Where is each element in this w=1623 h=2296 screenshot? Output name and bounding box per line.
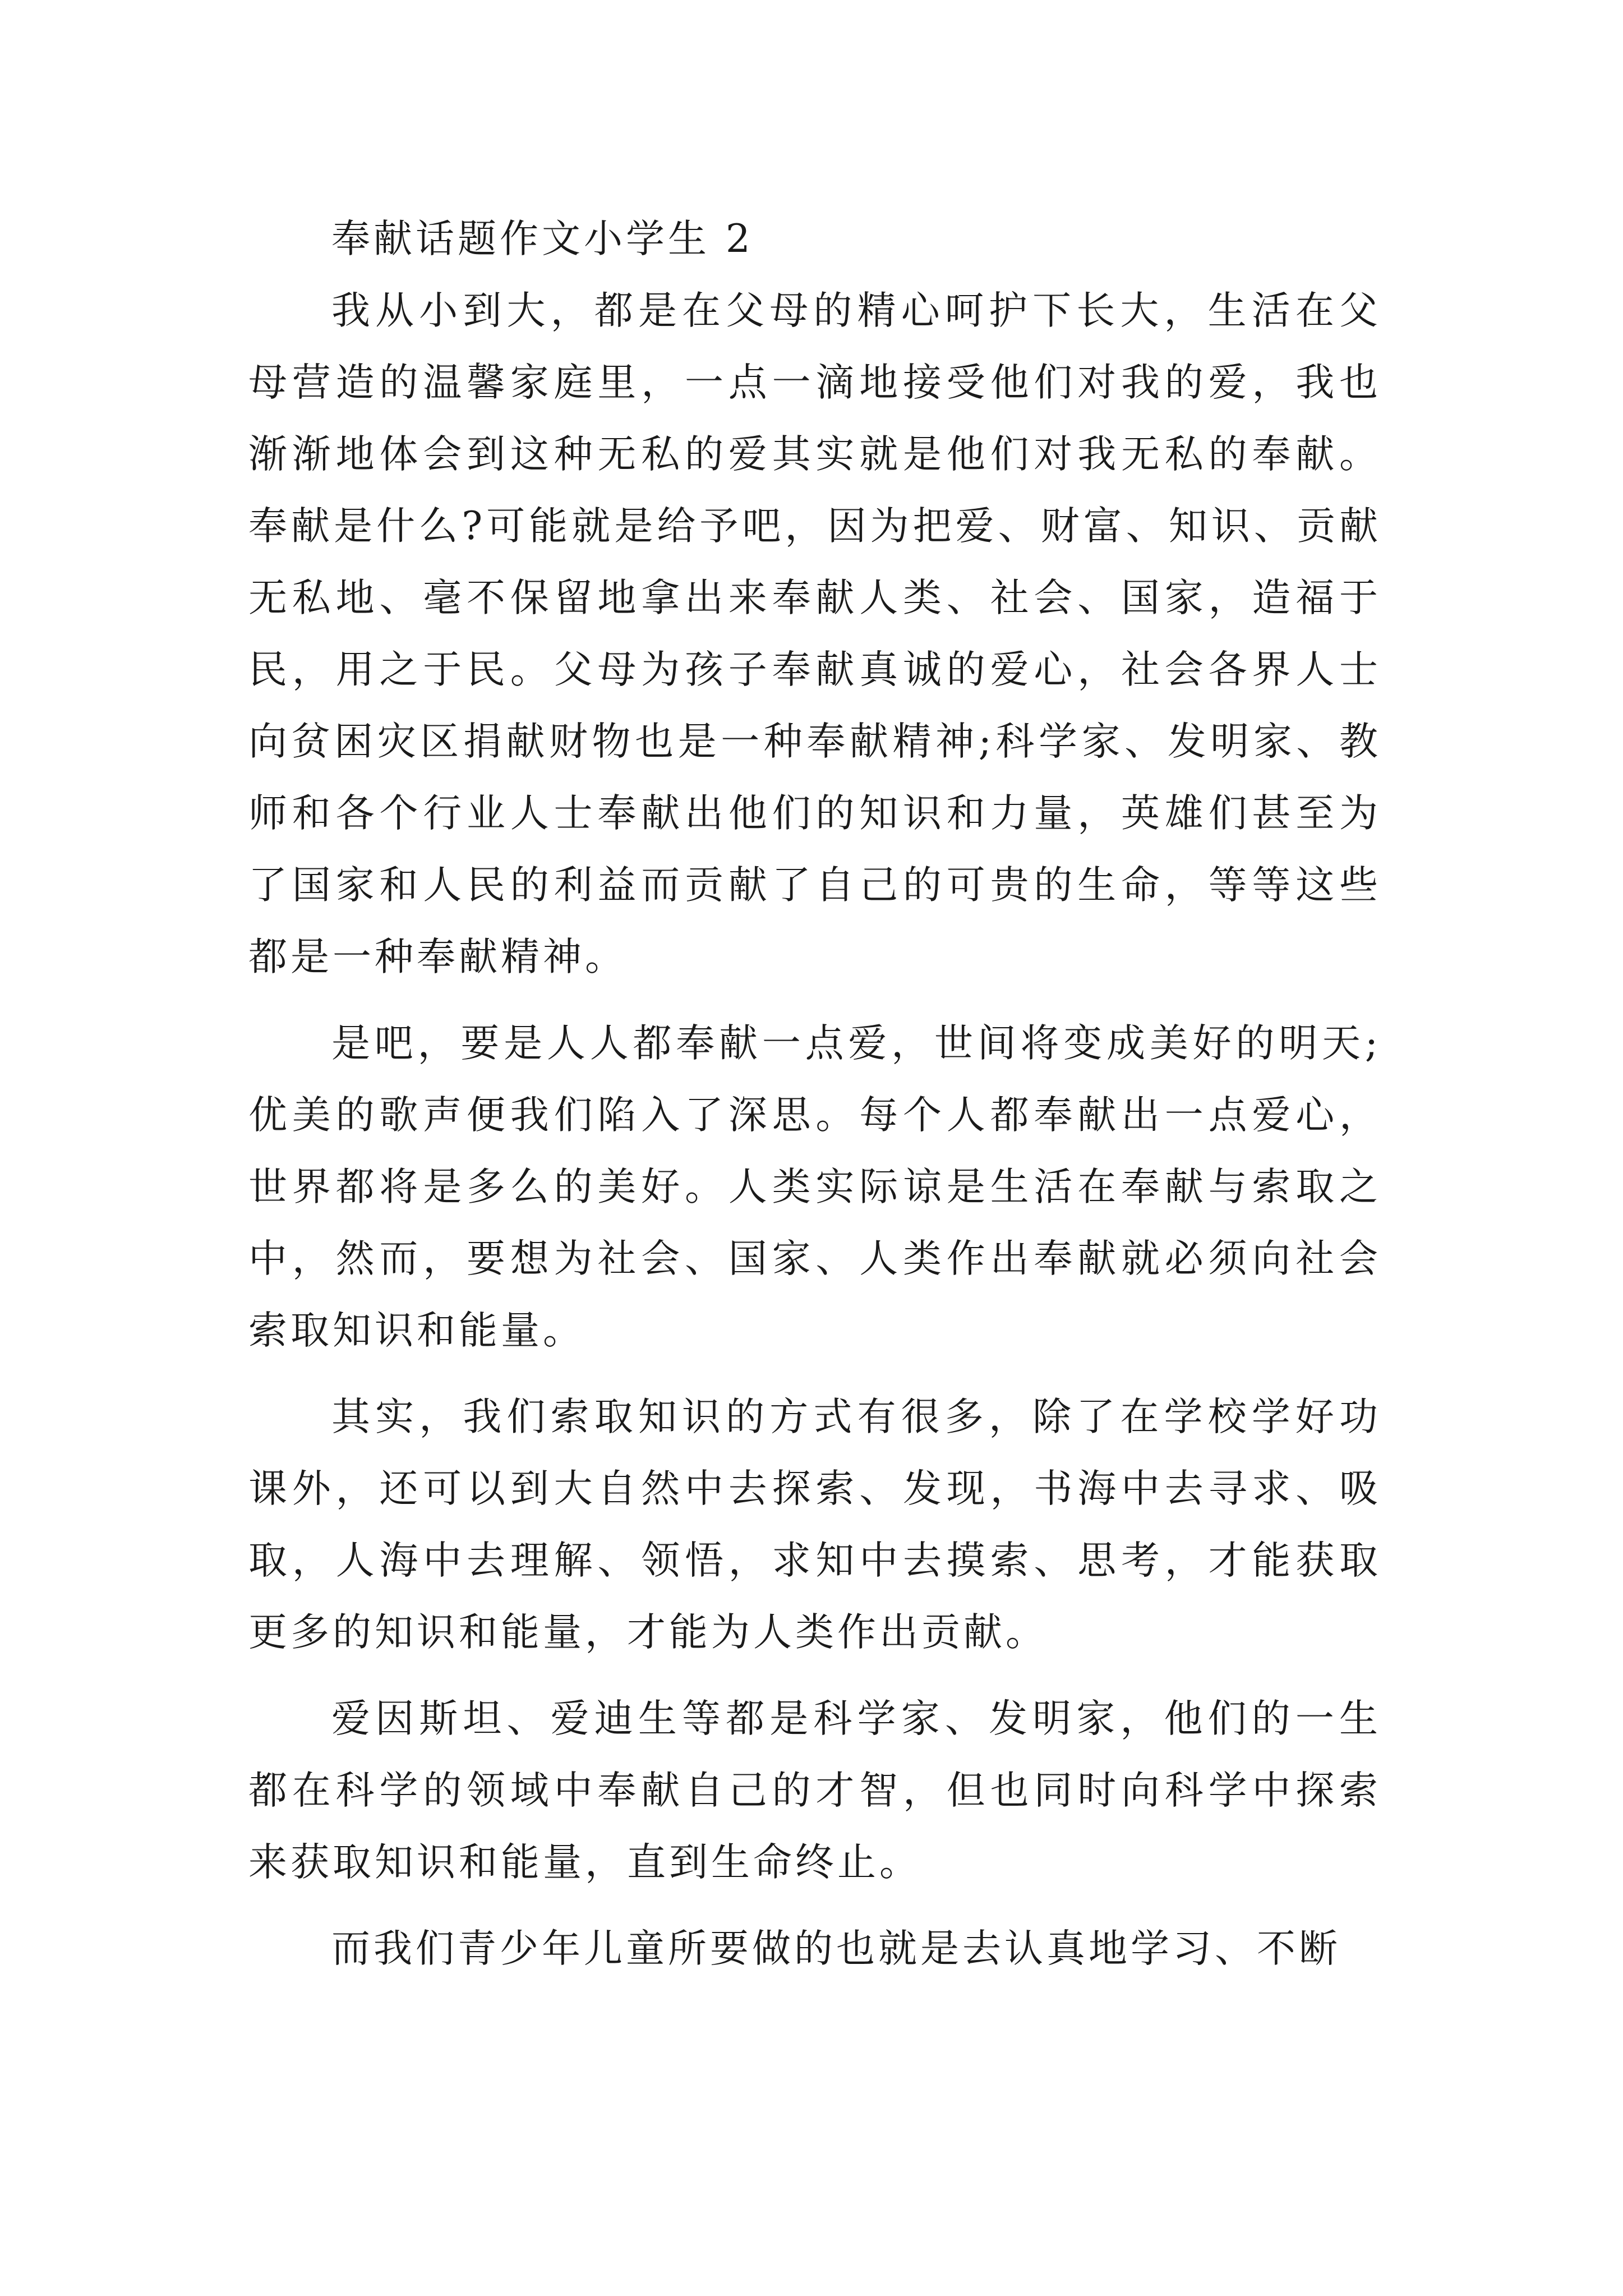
paragraph: 其实，我们索取知识的方式有很多，除了在学校学好功课外，还可以到大自然中去探索、发现，书海中去寻求、吸取，人海中去理解、领悟，求知中去摸索、思考，才能获取更多的知识和能量，才能为人类作出贡献。	[248, 1395, 1381, 1655]
paragraph: 是吧，要是人人都奉献一点爱，世间将变成美好的明天;优美的歌声便我们陷入了深思。每个人都奉献出一点爱心，世界都将是多么的美好。人类实际谅是生活在奉献与索取之中，然而，要想为社会、国家、人类作出奉献就必须向社会索取知识和能量。	[248, 1021, 1381, 1353]
document-body	[248, 203, 1381, 1985]
paragraph: 而我们青少年儿童所要做的也就是去认真地学习、不断	[331, 1926, 1341, 1971]
document-title: 奉献话题作文小学生 2	[331, 217, 754, 261]
paragraph: 我从小到大，都是在父母的精心呵护下长大，生活在父母营造的温馨家庭里，一点一滴地接受他们对我的爱，我也渐渐地体会到这种无私的爱其实就是他们对我无私的奉献。奉献是什么?可能就是给予吧，因为把爱、财富、知识、贡献无私地、毫不保留地拿出来奉献人类、社会、国家，造福于民，用之于民。父母为孩子奉献真诚的爱心，社会各界人士向贫困灾区捐献财物也是一种奉献精神;科学家、发明家、教师和各个行业人士奉献出他们的知识和力量，英雄们甚至为了国家和人民的利益而贡献了自己的可贵的生命，等等这些都是一种奉献精神。	[248, 288, 1381, 979]
paragraph: 爱因斯坦、爱迪生等都是科学家、发明家，他们的一生都在科学的领域中奉献自己的才智，但也同时向科学中探索来获取知识和能量，直到生命终止。	[248, 1696, 1381, 1885]
